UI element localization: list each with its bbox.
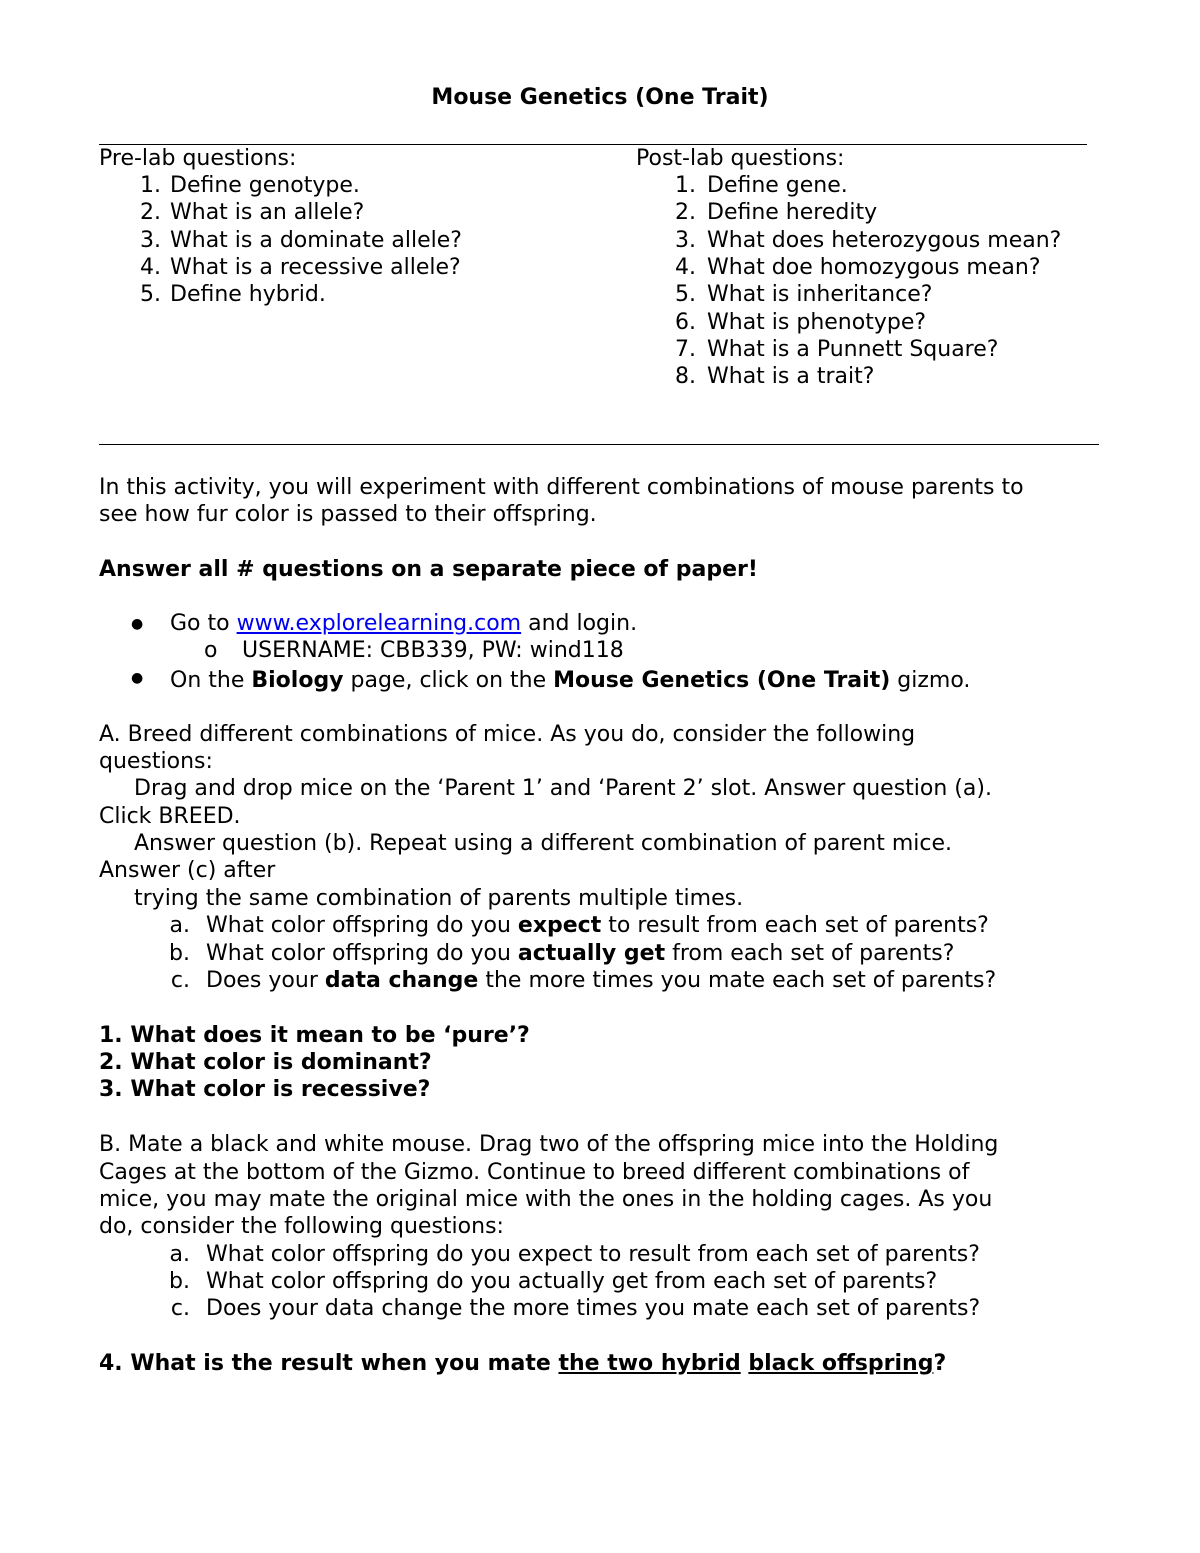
credentials: USERNAME: CBB339, PW: wind118 xyxy=(242,638,624,663)
postlab-num: 5. xyxy=(675,282,696,307)
section-a-text: trying the same combination of parents multiple times. xyxy=(134,886,744,911)
prelab-num: 5. xyxy=(140,282,161,307)
section-a-text: Answer (c) after xyxy=(99,858,276,883)
section-a-question: What color offspring do you expect to result from each set of parents? xyxy=(206,913,989,938)
prelab-heading: Pre-lab questions: xyxy=(99,146,297,171)
bullet-biology: On the Biology page, click on the Mouse Genetics (One Trait) gizmo. xyxy=(170,668,971,693)
question-4: 4. What is the result when you mate the two hybrid black offspring? xyxy=(99,1351,947,1376)
question-letter: c. xyxy=(170,1296,190,1321)
section-b-text: do, consider the following questions: xyxy=(99,1214,504,1239)
section-b-question: What color offspring do you expect to result from each set of parents? xyxy=(206,1242,980,1267)
question-letter: a. xyxy=(169,1242,190,1267)
postlab-item: What is a Punnett Square? xyxy=(707,337,999,362)
postlab-item: What is a trait? xyxy=(707,364,875,389)
postlab-num: 2. xyxy=(675,200,696,225)
page-title: Mouse Genetics (One Trait) xyxy=(431,85,769,110)
prelab-num: 2. xyxy=(140,200,161,225)
intro-text: see how fur color is passed to their offspring. xyxy=(99,502,597,527)
numbered-question: 3. What color is recessive? xyxy=(99,1077,431,1102)
postlab-item: Define heredity xyxy=(707,200,878,225)
postlab-num: 4. xyxy=(675,255,696,280)
bullet-icon: ● xyxy=(131,670,144,686)
question-letter: b. xyxy=(169,1269,190,1294)
postlab-num: 7. xyxy=(675,337,696,362)
bullet-login: Go to www.explorelearning.com and login. xyxy=(170,611,638,636)
postlab-heading: Post-lab questions: xyxy=(636,146,845,171)
postlab-num: 6. xyxy=(675,310,696,335)
section-a-text: questions: xyxy=(99,749,213,774)
bottom-divider xyxy=(99,444,1099,445)
postlab-item: What is inheritance? xyxy=(707,282,933,307)
prelab-item: Define genotype. xyxy=(170,173,360,198)
section-a-text: Answer question (b). Repeat using a different combination of parent mice. xyxy=(134,831,953,856)
section-a-question: What color offspring do you actually get from each set of parents? xyxy=(206,941,955,966)
postlab-item: What does heterozygous mean? xyxy=(707,228,1062,253)
bullet-icon: ● xyxy=(131,616,144,632)
postlab-item: Define gene. xyxy=(707,173,848,198)
postlab-num: 3. xyxy=(675,228,696,253)
intro-text: In this activity, you will experiment with different combinations of mouse parents to xyxy=(99,475,1024,500)
prelab-item: Define hybrid. xyxy=(170,282,326,307)
postlab-item: What is phenotype? xyxy=(707,310,927,335)
prelab-item: What is a recessive allele? xyxy=(170,255,461,280)
explorelearning-link[interactable]: www.explorelearning.com xyxy=(236,611,522,636)
section-b-text: B. Mate a black and white mouse. Drag two of the offspring mice into the Holding xyxy=(99,1132,999,1157)
prelab-num: 3. xyxy=(140,228,161,253)
instruction: Answer all # questions on a separate piece of paper! xyxy=(99,557,758,582)
question-letter: a. xyxy=(169,913,190,938)
postlab-num: 1. xyxy=(675,173,696,198)
section-b-text: Cages at the bottom of the Gizmo. Continue to breed different combinations of xyxy=(99,1160,970,1185)
section-b-question: Does your data change the more times you mate each set of parents? xyxy=(206,1296,981,1321)
postlab-num: 8. xyxy=(675,364,696,389)
postlab-item: What doe homozygous mean? xyxy=(707,255,1041,280)
question-letter: b. xyxy=(169,941,190,966)
prelab-num: 1. xyxy=(140,173,161,198)
question-letter: c. xyxy=(170,968,190,993)
section-a-text: Click BREED. xyxy=(99,804,241,829)
section-b-text: mice, you may mate the original mice with the ones in the holding cages. As you xyxy=(99,1187,993,1212)
section-b-question: What color offspring do you actually get from each set of parents? xyxy=(206,1269,938,1294)
numbered-question: 1. What does it mean to be ‘pure’? xyxy=(99,1023,530,1048)
sub-bullet-icon: o xyxy=(204,638,218,663)
section-a-text: Drag and drop mice on the ‘Parent 1’ and ‘Parent 2’ slot. Answer question (a). xyxy=(134,776,992,801)
prelab-num: 4. xyxy=(140,255,161,280)
section-a-text: A. Breed different combinations of mice. As you do, consider the following xyxy=(99,722,916,747)
prelab-item: What is a dominate allele? xyxy=(170,228,462,253)
numbered-question: 2. What color is dominant? xyxy=(99,1050,432,1075)
prelab-item: What is an allele? xyxy=(170,200,365,225)
section-a-question: Does your data change the more times you mate each set of parents? xyxy=(206,968,997,993)
